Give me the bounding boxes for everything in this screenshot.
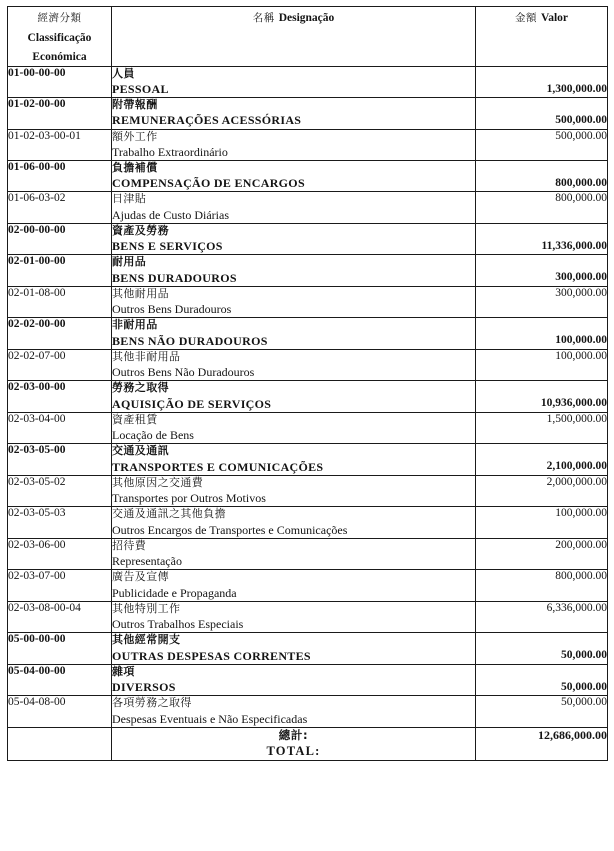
table-row <box>8 129 608 160</box>
row-designation-pt: OUTRAS DESPESAS CORRENTES <box>112 648 311 663</box>
row-code: 02-03-00-00 <box>8 381 112 412</box>
row-code: 02-01-08-00 <box>8 286 112 317</box>
table-row <box>8 633 608 664</box>
row-code: 01-06-03-02 <box>8 192 112 223</box>
row-code: 02-02-07-00 <box>8 349 112 380</box>
row-designation <box>112 129 476 160</box>
row-designation <box>112 696 476 727</box>
row-designation <box>112 475 476 506</box>
column-header-economic-classification <box>8 7 112 67</box>
total-label-pt: TOTAL: <box>266 743 321 758</box>
budget-table <box>7 6 608 761</box>
row-designation-zh: 額外工作 <box>112 129 158 143</box>
row-code: 02-01-00-00 <box>8 255 112 286</box>
row-designation <box>112 633 476 664</box>
row-value: 800,000.00 <box>476 192 608 223</box>
row-code: 02-03-05-02 <box>8 475 112 506</box>
table-row <box>8 349 608 380</box>
row-designation <box>112 318 476 349</box>
row-code: 02-03-06-00 <box>8 538 112 569</box>
row-designation-pt: BENS DURADOUROS <box>112 270 237 285</box>
row-designation-zh: 各項勞務之取得 <box>112 696 192 710</box>
row-code: 02-02-00-00 <box>8 318 112 349</box>
row-value: 1,300,000.00 <box>476 66 608 97</box>
row-value: 50,000.00 <box>476 664 608 695</box>
row-code: 02-03-07-00 <box>8 570 112 601</box>
row-designation-zh: 其他耐用品 <box>112 286 169 300</box>
row-designation <box>112 381 476 412</box>
row-code: 02-03-05-03 <box>8 507 112 538</box>
row-value: 10,936,000.00 <box>476 381 608 412</box>
row-designation <box>112 223 476 254</box>
row-value: 500,000.00 <box>476 129 608 160</box>
row-designation-pt: BENS E SERVIÇOS <box>112 239 223 254</box>
table-row <box>8 601 608 632</box>
row-designation-pt: Representação <box>112 554 182 569</box>
table-header <box>8 7 608 67</box>
row-designation-zh: 交通及通訊之其他負擔 <box>112 507 226 521</box>
table-row <box>8 161 608 192</box>
total-label-zh: 總計: <box>278 727 309 742</box>
row-value: 300,000.00 <box>476 255 608 286</box>
row-designation-pt: BENS NÃO DURADOUROS <box>112 333 268 348</box>
row-value: 50,000.00 <box>476 633 608 664</box>
row-designation-zh: 資產租賃 <box>112 412 158 426</box>
row-code: 02-00-00-00 <box>8 223 112 254</box>
row-designation-pt: Despesas Eventuais e Não Especificadas <box>112 711 308 726</box>
column-header-code-pt-line2: Económica <box>32 51 87 64</box>
row-code: 01-06-00-00 <box>8 161 112 192</box>
row-designation-zh: 其他特別工作 <box>112 601 181 615</box>
row-designation <box>112 507 476 538</box>
row-value: 300,000.00 <box>476 286 608 317</box>
row-value: 11,336,000.00 <box>476 223 608 254</box>
row-designation-pt: Locação de Bens <box>112 428 194 443</box>
row-designation-pt: Outros Bens Não Duradouros <box>112 365 255 380</box>
row-designation-pt: Outros Encargos de Transportes e Comunicações <box>112 522 348 537</box>
row-value: 200,000.00 <box>476 538 608 569</box>
table-row <box>8 98 608 129</box>
row-code: 01-02-00-00 <box>8 98 112 129</box>
row-value: 800,000.00 <box>476 570 608 601</box>
row-code: 02-03-04-00 <box>8 412 112 443</box>
table-row <box>8 664 608 695</box>
row-designation <box>112 538 476 569</box>
row-designation-zh: 日津貼 <box>112 192 147 206</box>
row-designation-zh: 其他非耐用品 <box>112 349 181 363</box>
table-row <box>8 570 608 601</box>
row-designation-zh: 資產及勞務 <box>112 223 169 237</box>
column-header-code-pt-line1: Classificação <box>27 31 92 44</box>
row-designation-pt: Publicidade e Propaganda <box>112 585 237 600</box>
total-label-cell <box>112 727 476 760</box>
row-code: 05-04-00-00 <box>8 664 112 695</box>
column-header-designation <box>112 7 476 67</box>
table-row <box>8 444 608 475</box>
row-value: 100,000.00 <box>476 318 608 349</box>
table-row <box>8 381 608 412</box>
row-designation <box>112 412 476 443</box>
row-designation-pt: Ajudas de Custo Diárias <box>112 207 229 222</box>
row-code: 02-03-05-00 <box>8 444 112 475</box>
row-value: 100,000.00 <box>476 507 608 538</box>
row-designation <box>112 66 476 97</box>
row-designation <box>112 349 476 380</box>
table-row <box>8 412 608 443</box>
table-row <box>8 507 608 538</box>
row-designation-pt: Transportes por Outros Motivos <box>112 491 266 506</box>
total-value: 12,686,000.00 <box>476 727 608 760</box>
column-header-value-zh: 金額 <box>514 12 537 24</box>
row-value: 500,000.00 <box>476 98 608 129</box>
row-designation <box>112 98 476 129</box>
row-code: 02-03-08-00-04 <box>8 601 112 632</box>
table-row <box>8 286 608 317</box>
row-designation <box>112 192 476 223</box>
table-header-row <box>8 7 608 67</box>
row-designation <box>112 286 476 317</box>
table-row <box>8 475 608 506</box>
row-designation-pt: DIVERSOS <box>112 680 176 695</box>
row-designation-zh: 交通及通訊 <box>112 444 169 458</box>
row-designation-zh: 其他原因之交通費 <box>112 475 204 489</box>
row-value: 100,000.00 <box>476 349 608 380</box>
total-row <box>8 727 608 760</box>
row-value: 800,000.00 <box>476 161 608 192</box>
row-value: 2,000,000.00 <box>476 475 608 506</box>
row-value: 50,000.00 <box>476 696 608 727</box>
total-row-empty-cell <box>8 727 112 760</box>
row-designation-zh: 勞務之取得 <box>112 381 169 395</box>
row-designation-zh: 廣告及宣傳 <box>112 570 169 584</box>
table-row <box>8 192 608 223</box>
row-designation-zh: 非耐用品 <box>112 318 158 332</box>
row-designation-zh: 耐用品 <box>112 255 147 269</box>
row-designation-zh: 其他經常開支 <box>112 633 181 647</box>
column-header-value <box>476 7 608 67</box>
row-designation-zh: 人員 <box>112 66 135 80</box>
table-body <box>8 66 608 727</box>
column-header-value-pt: Valor <box>540 12 569 24</box>
table-row <box>8 696 608 727</box>
row-value: 1,500,000.00 <box>476 412 608 443</box>
row-designation-pt: AQUISIÇÃO DE SERVIÇOS <box>112 396 272 411</box>
table-row <box>8 318 608 349</box>
row-designation <box>112 255 476 286</box>
row-designation <box>112 444 476 475</box>
row-code: 05-00-00-00 <box>8 633 112 664</box>
row-designation <box>112 664 476 695</box>
row-code: 01-00-00-00 <box>8 66 112 97</box>
table-row <box>8 538 608 569</box>
row-code: 01-02-03-00-01 <box>8 129 112 160</box>
row-value: 6,336,000.00 <box>476 601 608 632</box>
table-footer <box>8 727 608 760</box>
row-code: 05-04-08-00 <box>8 696 112 727</box>
row-designation-pt: Trabalho Extraordinário <box>112 144 228 159</box>
row-designation <box>112 570 476 601</box>
row-designation-zh: 附帶報酬 <box>112 98 158 112</box>
row-value: 2,100,000.00 <box>476 444 608 475</box>
column-header-code-zh: 經濟分類 <box>37 12 82 24</box>
row-designation-pt: PESSOAL <box>112 81 169 96</box>
row-designation-pt: COMPENSAÇÃO DE ENCARGOS <box>112 176 305 191</box>
row-designation-pt: TRANSPORTES E COMUNICAÇÕES <box>112 459 324 474</box>
row-designation-pt: Outros Trabalhos Especiais <box>112 617 244 632</box>
table-row <box>8 255 608 286</box>
row-designation-pt: Outros Bens Duradouros <box>112 302 232 317</box>
row-designation <box>112 601 476 632</box>
row-designation <box>112 161 476 192</box>
table-row <box>8 66 608 97</box>
row-designation-zh: 負擔補償 <box>112 161 158 174</box>
row-designation-zh: 雜項 <box>112 664 135 678</box>
row-designation-pt: REMUNERAÇÕES ACESSÓRIAS <box>112 113 302 128</box>
table-row <box>8 223 608 254</box>
column-header-desc-zh: 名稱 <box>252 12 275 24</box>
row-designation-zh: 招待費 <box>112 538 147 552</box>
column-header-desc-pt: Designação <box>278 12 335 24</box>
